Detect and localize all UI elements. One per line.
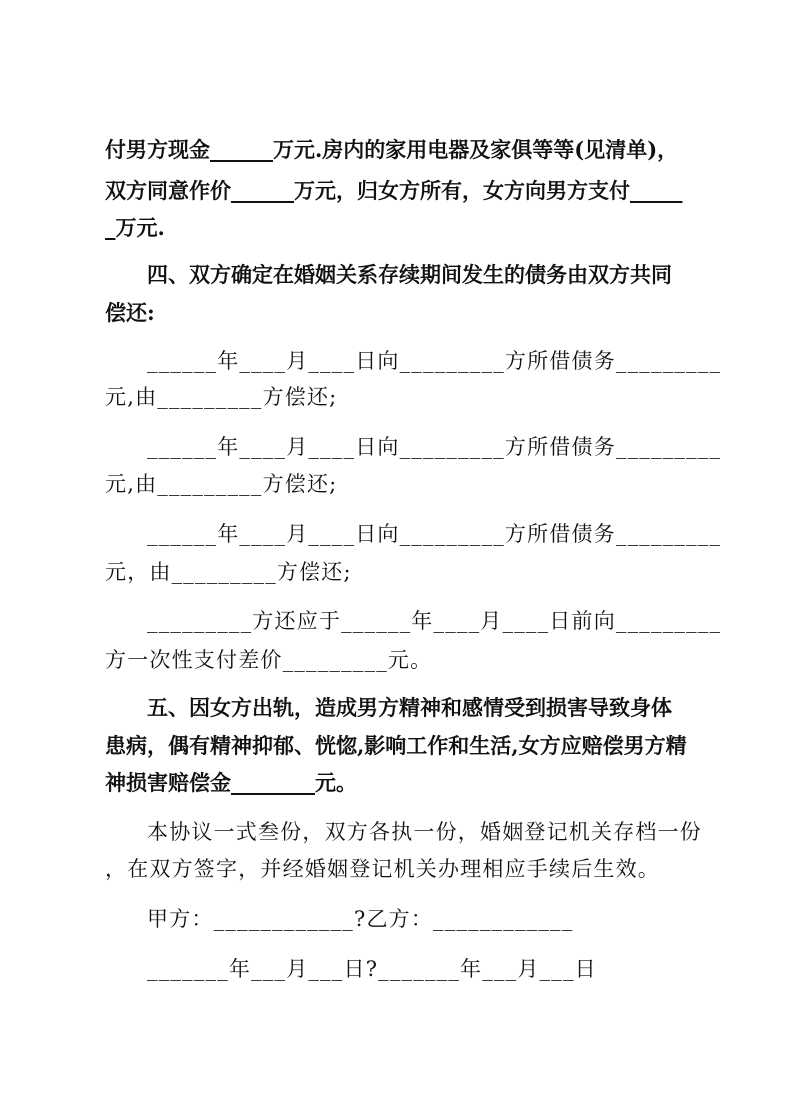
clause3-line-3: _万元.	[105, 215, 165, 240]
debt-3-line-1: ______年____月____日向_________方所借债务_________	[147, 522, 722, 546]
clause5-line-1: 五、因女方出轨，造成男方精神和感情受到损害导致身体	[147, 695, 672, 720]
clause5-line-3: 神损害赔偿金________元。	[105, 770, 357, 795]
signature-parties: 甲方：____________?乙方：____________	[147, 907, 574, 931]
debt-2-line-2: 元,由_________方偿还;	[105, 472, 338, 496]
closing-line-2: ，在双方签字，并经婚姻登记机关办理相应手续后生效。	[105, 857, 660, 881]
clause3-line-1: 付男方现金______万元.房内的家用电器及家俱等等(见清单)，	[105, 137, 679, 162]
debt-2-line-1: ______年____月____日向_________方所借债务_________	[147, 435, 722, 459]
closing-line-1: 本协议一式叁份，双方各执一份，婚姻登记机关存档一份	[147, 820, 702, 844]
clause4-heading-line-2: 偿还:	[105, 300, 155, 325]
repay-line-2: 方一次性支付差价_________元。	[105, 648, 433, 672]
debt-1-line-1: ______年____月____日向_________方所借债务_________	[147, 349, 722, 373]
clause5-line-2: 患病，偶有精神抑郁、恍惚,影响工作和生活,女方应赔偿男方精	[105, 733, 687, 758]
debt-3-line-2: 元，由_________方偿还;	[105, 560, 352, 584]
signature-dates: _______年___月___日?_______年___月___日	[147, 957, 597, 981]
repay-line-1: _________方还应于______年____月____日前向_________	[147, 609, 722, 633]
clause3-line-2: 双方同意作价______万元，归女方所有，女方向男方支付_____	[105, 178, 683, 203]
clause4-heading-line-1: 四、双方确定在婚姻关系存续期间发生的债务由双方共同	[147, 262, 672, 287]
debt-1-line-2: 元,由_________方偿还;	[105, 385, 338, 409]
